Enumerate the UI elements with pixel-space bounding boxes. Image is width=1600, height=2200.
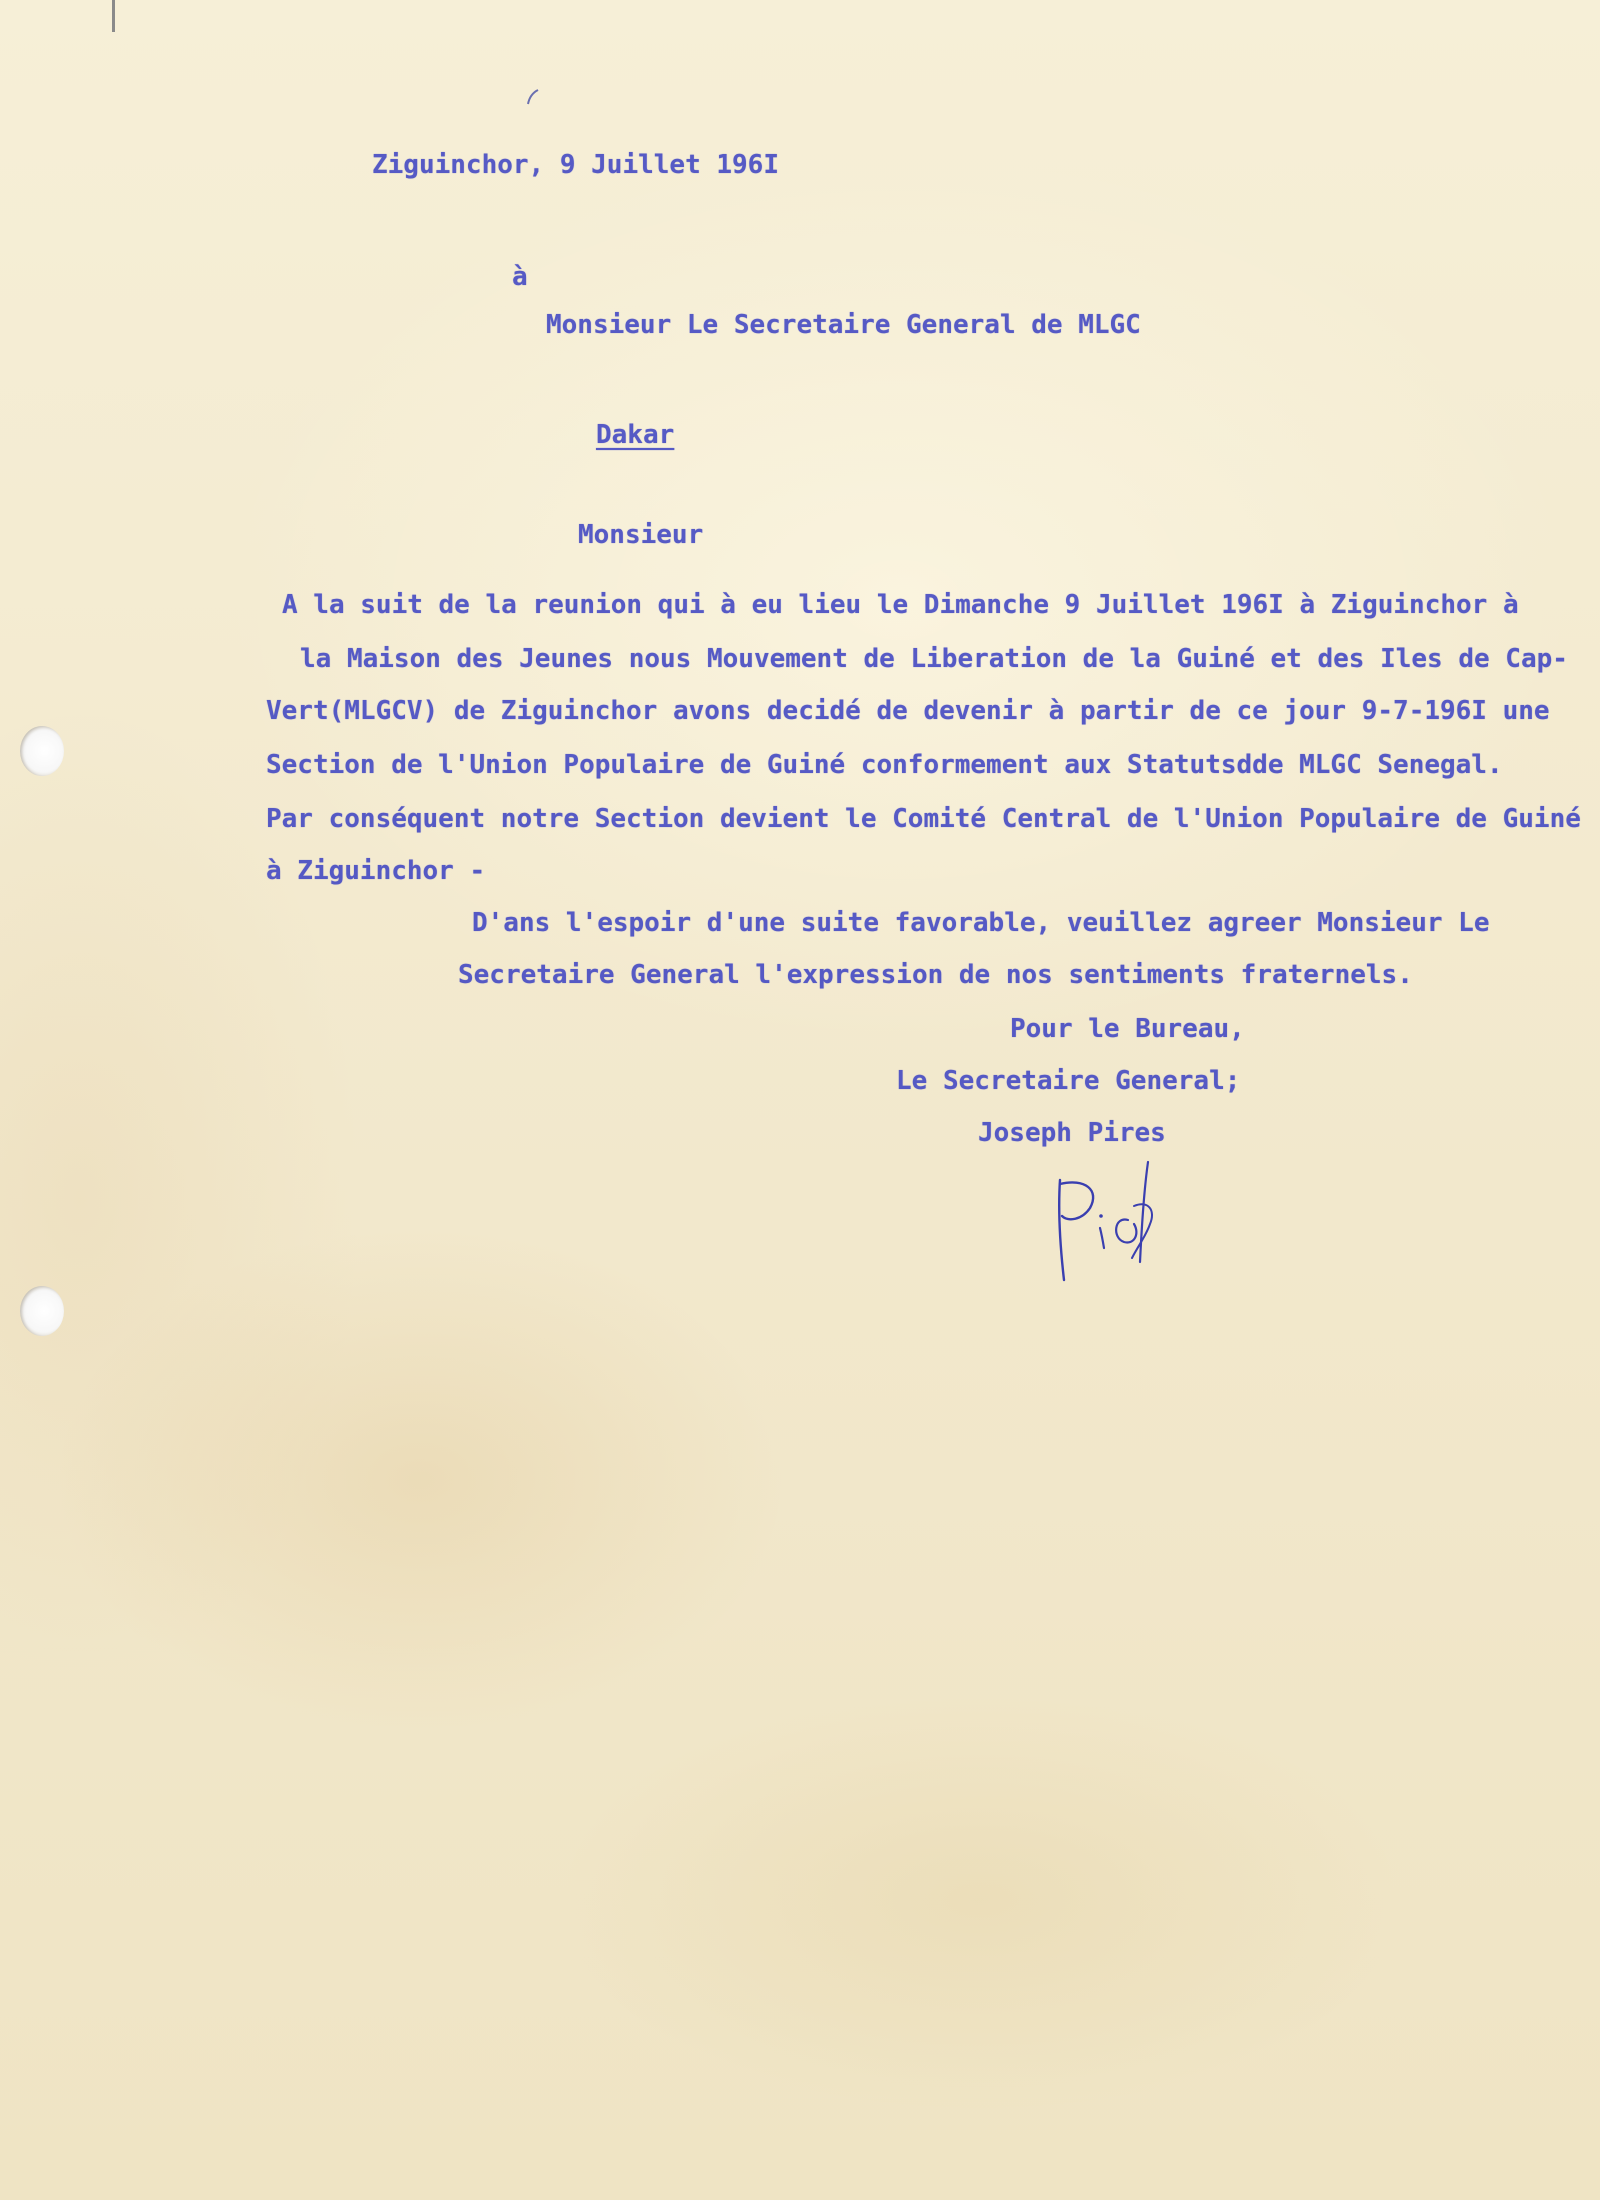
recipient-prefix: à bbox=[512, 262, 528, 292]
dateline: Ziguinchor, 9 Juillet 196I bbox=[372, 150, 779, 180]
closing-line: Secretaire General l'expression de nos sentiments fraternels. bbox=[458, 960, 1413, 990]
recipient-name: Monsieur Le Secretaire General de MLGC bbox=[546, 310, 1141, 340]
salutation: Monsieur bbox=[578, 520, 704, 550]
sign-off-name: Joseph Pires bbox=[978, 1118, 1166, 1148]
body-line: à Ziguinchor - bbox=[266, 856, 486, 886]
recipient-city: Dakar bbox=[596, 420, 675, 450]
body-line: la Maison des Jeunes nous Mouvement de Liberation de la Guiné et des Iles de Cap- bbox=[300, 644, 1568, 674]
punch-hole-top bbox=[20, 726, 64, 776]
body-line: Vert(MLGCV) de Ziguinchor avons decidé de devenir à partir de ce jour 9-7-196I une bbox=[266, 696, 1550, 726]
closing-line: D'ans l'espoir d'une suite favorable, veuillez agreer Monsieur Le bbox=[472, 908, 1490, 938]
body-line: Section de l'Union Populaire de Guiné conformement aux Statutsdde MLGC Senegal. bbox=[266, 750, 1503, 780]
punch-hole-bottom bbox=[20, 1286, 64, 1336]
sign-off-for-line: Pour le Bureau, bbox=[1010, 1014, 1245, 1044]
stray-pen-mark bbox=[524, 86, 544, 106]
body-line: Par conséquent notre Section devient le Comité Central de l'Union Populaire de Guiné bbox=[266, 804, 1581, 834]
handwritten-signature bbox=[1030, 1150, 1180, 1290]
edge-mark bbox=[112, 0, 115, 32]
sign-off-title: Le Secretaire General; bbox=[896, 1066, 1241, 1096]
body-line: A la suit de la reunion qui à eu lieu le Dimanche 9 Juillet 196I à Ziguinchor à bbox=[282, 590, 1519, 620]
